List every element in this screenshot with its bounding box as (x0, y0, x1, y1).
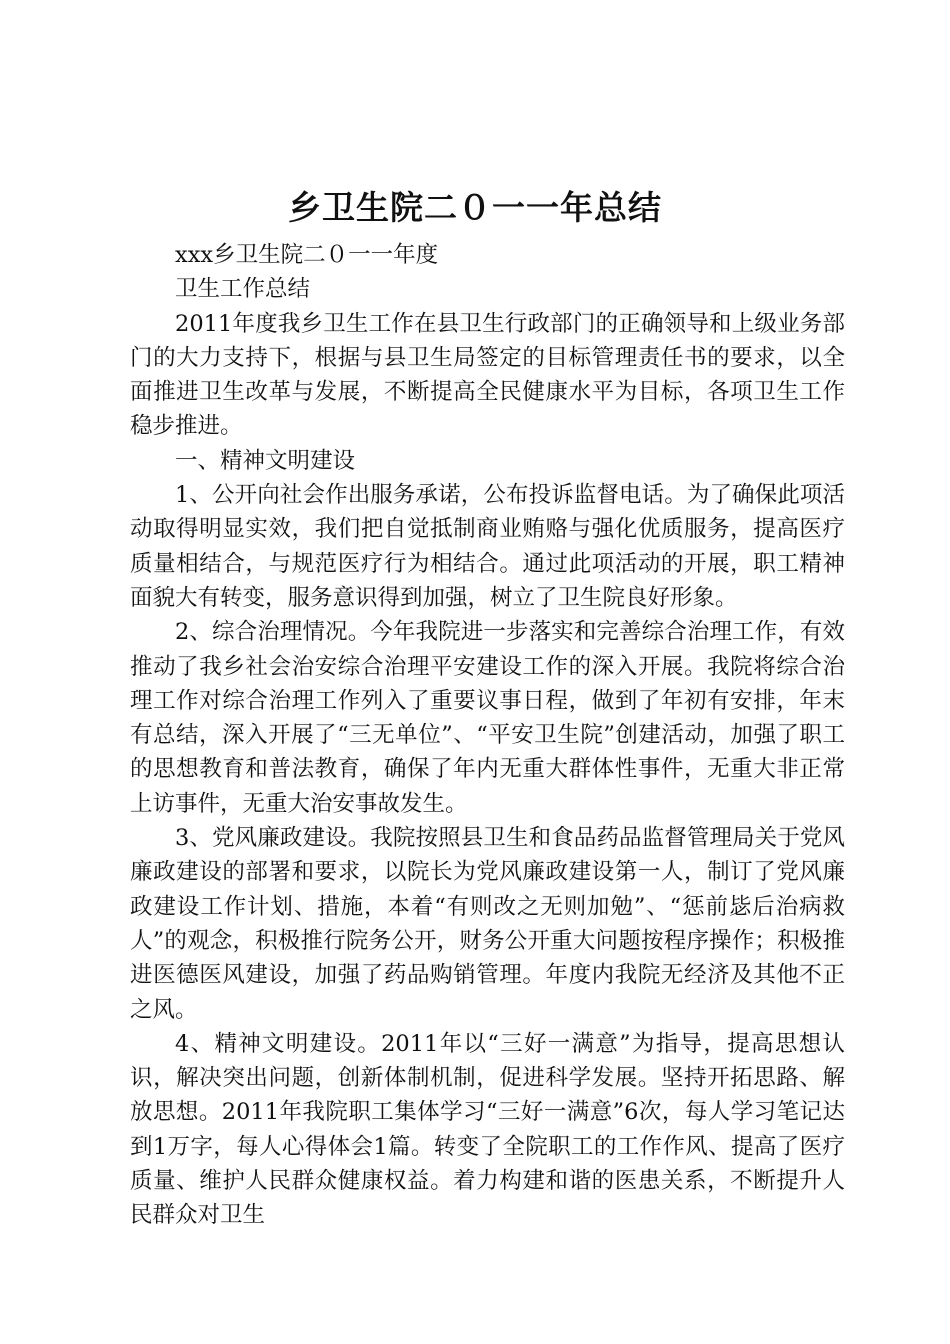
paragraph-item-1: 1、公开向社会作出服务承诺，公布投诉监督电话。为了确保此项活动取得明显实效，我们把自觉抵制商业贿赂与强化优质服务，提高医疗质量相结合，与规范医疗行为相结合。通过此项活动的开展，职工精神面貌大有转变，服务意识得到加强，树立了卫生院良好形象。 (130, 482, 845, 611)
paragraph-item-2: 2、综合治理情况。今年我院进一步落实和完善综合治理工作，有效推动了我乡社会治安综合治理平安建设工作的深入开展。我院将综合治理工作对综合治理工作列入了重要议事日程，做到了年初有安排，年末有总结，深入开展了“三无单位”、“平安卫生院”创建活动，加强了职工的思想教育和普法教育，确保了年内无重大群体性事件，无重大非正常上访事件，无重大治安事故发生。 (130, 619, 845, 817)
section-heading: 一、精神文明建设 (175, 447, 356, 474)
document-title: 乡卫生院二０一一年总结 (288, 188, 662, 227)
subtitle-line-1: xxx乡卫生院二０一一年度 (175, 242, 439, 268)
paragraph-item-4: 4、精神文明建设。2011年以“三好一满意”为指导，提高思想认识，解决突出问题，创新体制机制，促进科学发展。坚持开拓思路、解放思想。2011年我院职工集体学习“三好一满意”6次，每人学习笔记达到1万字，每人心得体会1篇。转变了全院职工的工作作风、提高了医疗质量、维护人民群众健康权益。着力构建和谐的医患关系，不断提升人民群众对卫生 (130, 1030, 845, 1229)
document-body (130, 238, 845, 1233)
subtitle-line-2: 卫生工作总结 (175, 276, 311, 303)
paragraph-item-3: 3、党风廉政建设。我院按照县卫生和食品药品监督管理局关于党风廉政建设的部署和要求，以院长为党风廉政建设第一人，制订了党风廉政建设工作计划、措施，本着“有则改之无则加勉”、“惩前毖后治病救人”的观念，积极推行院务公开，财务公开重大问题按程序操作；积极推进医德医风建设，加强了药品购销管理。年度内我院无经济及其他不正之风。 (130, 825, 845, 1023)
intro-paragraph: 2011年度我乡卫生工作在县卫生行政部门的正确领导和上级业务部门的大力支持下，根据与县卫生局签定的目标管理责任书的要求，以全面推进卫生改革与发展，不断提高全民健康水平为目标，各项卫生工作稳步推进。 (130, 310, 845, 440)
